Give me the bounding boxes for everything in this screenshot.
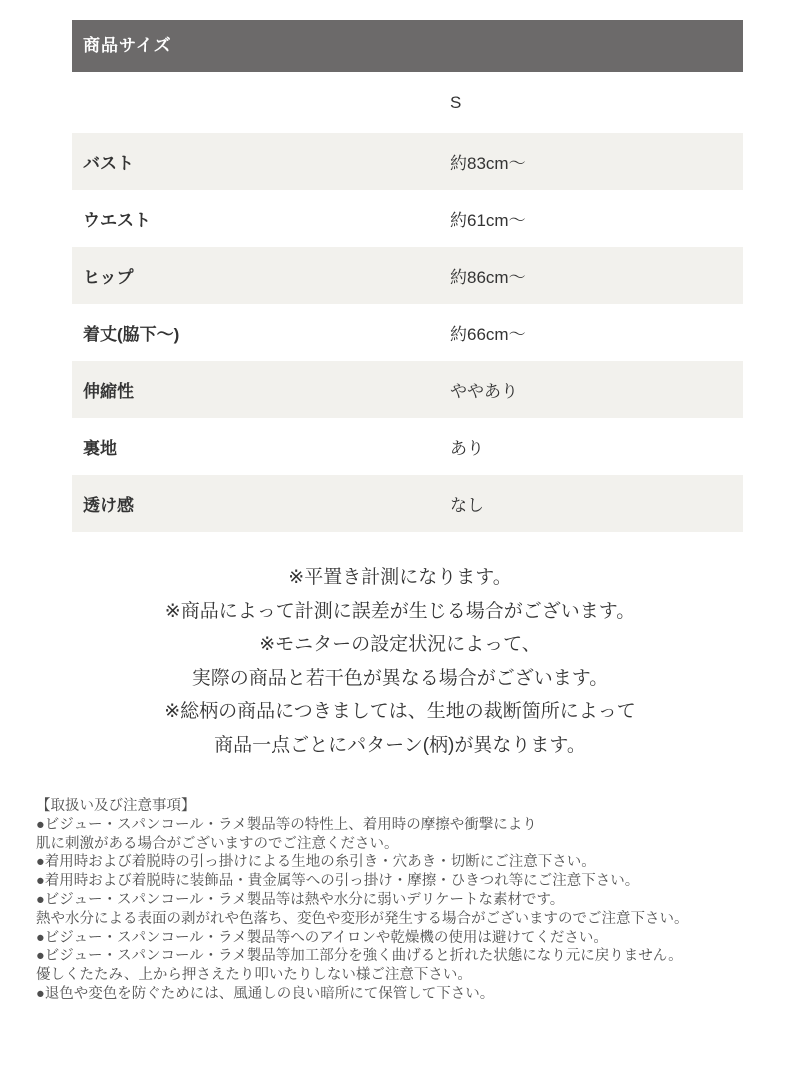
size-row-value: ややあり <box>450 382 518 401</box>
size-row-value: なし <box>450 496 484 515</box>
size-row-label: 裏地 <box>83 439 117 458</box>
size-row-label: 着丈(脇下〜) <box>83 325 180 344</box>
size-row-hip <box>72 247 743 304</box>
note-line: ※総柄の商品につきましては、生地の裁断箇所によって <box>164 701 636 722</box>
care-line: ●着用時および着脱時に装飾品・貴金属等への引っ掛け・摩擦・ひきつれ等にご注意下さい。 <box>36 873 640 890</box>
note-line: ※平置き計測になります。 <box>288 567 512 588</box>
size-table <box>72 72 743 532</box>
note-line: 実際の商品と若干色が異なる場合がございます。 <box>191 667 609 689</box>
size-row-label: 透け感 <box>83 496 134 515</box>
size-row-value: あり <box>450 439 484 458</box>
size-row-stretch <box>72 361 743 418</box>
care-line: 優しくたたみ、上から押さえたり叩いたりしない様ご注意下さい。 <box>36 967 472 984</box>
note-line: ※モニターの設定状況によって、 <box>259 634 541 655</box>
size-row-value: 約66cm〜 <box>450 325 526 344</box>
care-heading: 【取扱い及び注意事項】 <box>36 798 196 814</box>
note-line: 商品一点ごとにパターン(柄)が異なります。 <box>214 734 586 756</box>
size-row-bust <box>72 133 743 190</box>
care-line: ●退色や変色を防ぐためには、風通しの良い暗所にて保管して下さい。 <box>36 985 495 1002</box>
size-row-value: 約86cm〜 <box>450 268 526 287</box>
size-row-lining <box>72 418 743 475</box>
size-table-header-row <box>72 72 743 133</box>
size-row-sheerness <box>72 475 743 532</box>
size-row-value: 約83cm〜 <box>450 154 526 173</box>
care-line: ●ビジュー・スパンコール・ラメ製品等加工部分を強く曲げると折れた状態になり元に戻りません。 <box>36 948 683 965</box>
size-section <box>72 20 743 532</box>
care-line: 熱や水分による表面の剥がれや色落ち、変色や変形が発生する場合がございますのでご注意下さい。 <box>36 910 689 927</box>
size-row-label: 伸縮性 <box>83 382 134 401</box>
size-row-waist <box>72 190 743 247</box>
size-row-label: ウエスト <box>83 211 151 230</box>
note-line: ※商品によって計測に誤差が生じる場合がございます。 <box>164 600 636 622</box>
size-column-header: S <box>450 92 462 112</box>
size-row-label: ヒップ <box>83 268 134 287</box>
size-row-length <box>72 304 743 361</box>
care-line: ●ビジュー・スパンコール・ラメ製品等へのアイロンや乾燥機の使用は避けてください。 <box>36 929 608 946</box>
care-instructions <box>36 797 784 1004</box>
measurement-notes <box>0 561 800 762</box>
size-row-value: 約61cm〜 <box>450 211 526 230</box>
care-line: ●ビジュー・スパンコール・ラメ製品等の特性上、着用時の摩擦や衝撃により <box>36 816 537 833</box>
care-line: ●着用時および着脱時の引っ掛けによる生地の糸引き・穴あき・切断にご注意下さい。 <box>36 854 596 871</box>
size-section-title: 商品サイズ <box>72 20 743 72</box>
size-row-label: バスト <box>83 154 134 173</box>
care-line: 肌に刺激がある場合がございますのでご注意ください。 <box>36 835 399 852</box>
care-line: ●ビジュー・スパンコール・ラメ製品等は熱や水分に弱いデリケートな素材です。 <box>36 891 565 908</box>
